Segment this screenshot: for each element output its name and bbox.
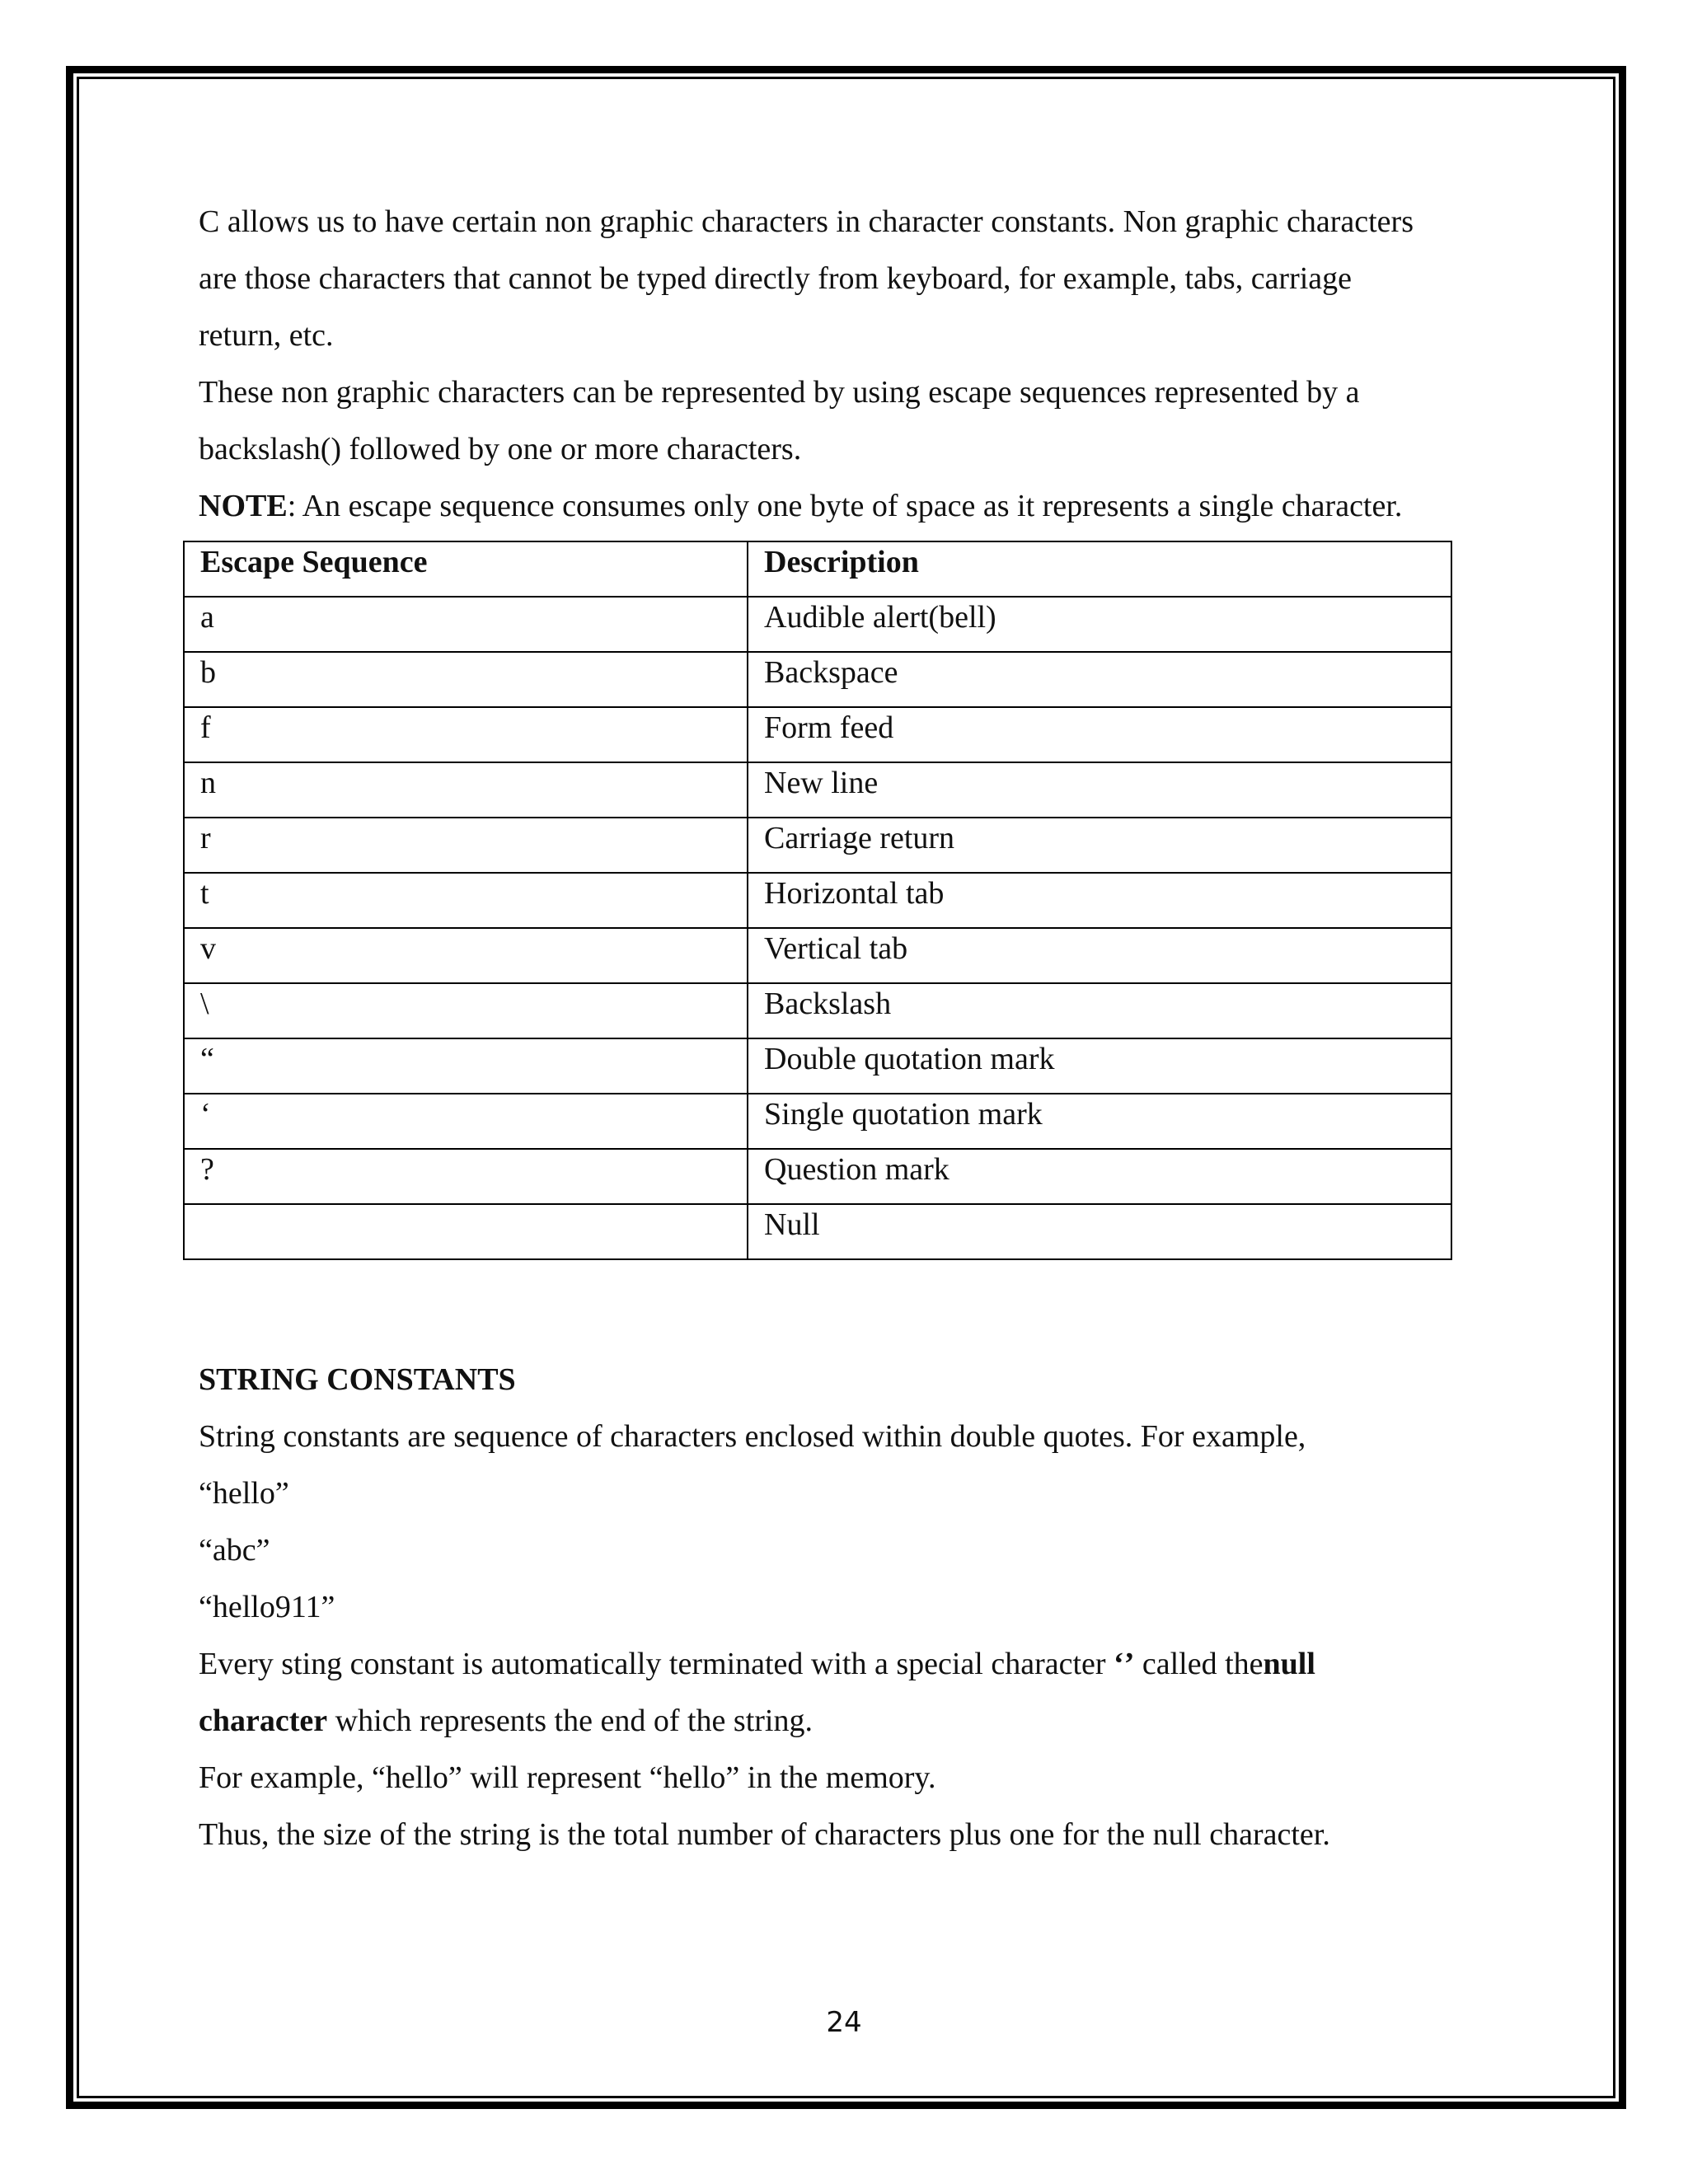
description-cell: Backslash	[748, 983, 1451, 1038]
intro-line-2: are those characters that cannot be typed directly from keyboard, for example, tabs, carriage	[199, 261, 1353, 296]
table-row	[184, 1149, 1451, 1204]
intro-line-4: These non graphic characters can be represented by using escape sequences represented by a	[199, 375, 1360, 410]
intro-text	[199, 194, 1517, 535]
description-cell: Question mark	[748, 1149, 1451, 1204]
description-cell: Single quotation mark	[748, 1094, 1451, 1149]
escape-cell: ?	[184, 1149, 748, 1204]
string-line-6	[199, 1693, 1517, 1750]
string-constants-section	[199, 1352, 1517, 1863]
header-escape-sequence: Escape Sequence	[184, 541, 748, 597]
line5-null-glyph: ‘’	[1114, 1647, 1135, 1681]
string-line-5	[199, 1636, 1517, 1693]
page-number: 24	[826, 2006, 862, 2039]
table-row	[184, 818, 1451, 873]
table-row	[184, 873, 1451, 928]
intro-line-3: return, etc.	[199, 318, 334, 353]
description-cell: Audible alert(bell)	[748, 597, 1451, 652]
note-text: : An escape sequence consumes only one byte of space as it represents a single character.	[287, 489, 1403, 523]
escape-cell: “	[184, 1038, 748, 1094]
description-cell: Double quotation mark	[748, 1038, 1451, 1094]
description-cell: Vertical tab	[748, 928, 1451, 983]
note-line	[199, 478, 1517, 535]
line6-rest: which represents the end of the string.	[327, 1704, 813, 1738]
escape-cell: n	[184, 762, 748, 818]
description-cell: New line	[748, 762, 1451, 818]
escape-cell: t	[184, 873, 748, 928]
string-line-7: For example, “hello” will represent “hello” in the memory.	[199, 1760, 936, 1795]
table-header-row	[184, 541, 1451, 597]
escape-cell: r	[184, 818, 748, 873]
description-cell: Null	[748, 1204, 1451, 1259]
table-row	[184, 707, 1451, 762]
string-line-1: String constants are sequence of characters enclosed within double quotes. For example,	[199, 1419, 1306, 1454]
table-row	[184, 1094, 1451, 1149]
escape-cell	[184, 1204, 748, 1259]
escape-sequence-table	[183, 541, 1452, 1260]
escape-cell: b	[184, 652, 748, 707]
description-cell: Carriage return	[748, 818, 1451, 873]
string-example-3: “hello911”	[199, 1590, 335, 1624]
note-label: NOTE	[199, 489, 288, 523]
table-row	[184, 652, 1451, 707]
intro-line-5: backslash() followed by one or more characters.	[199, 432, 802, 466]
table-row	[184, 762, 1451, 818]
line5-null-word: null	[1263, 1647, 1315, 1681]
string-example-2: “abc”	[199, 1533, 270, 1568]
escape-cell: \	[184, 983, 748, 1038]
escape-cell: ‘	[184, 1094, 748, 1149]
table-row	[184, 597, 1451, 652]
section-heading: STRING CONSTANTS	[199, 1362, 516, 1397]
intro-line-1: C allows us to have certain non graphic characters in character constants. Non graphic characters	[199, 204, 1414, 239]
line5-part-c: called the	[1134, 1647, 1264, 1681]
table-row	[184, 1038, 1451, 1094]
escape-cell: f	[184, 707, 748, 762]
description-cell: Backspace	[748, 652, 1451, 707]
escape-cell: a	[184, 597, 748, 652]
header-description: Description	[748, 541, 1451, 597]
line5-part-a: Every sting constant is automatically terminated with a special character	[199, 1647, 1114, 1681]
table-row	[184, 983, 1451, 1038]
description-cell: Form feed	[748, 707, 1451, 762]
escape-cell: v	[184, 928, 748, 983]
line6-character-word: character	[199, 1704, 328, 1738]
table-row	[184, 928, 1451, 983]
string-example-1: “hello”	[199, 1476, 289, 1511]
string-line-8: Thus, the size of the string is the total number of characters plus one for the null character.	[199, 1817, 1330, 1852]
description-cell: Horizontal tab	[748, 873, 1451, 928]
table-row	[184, 1204, 1451, 1259]
